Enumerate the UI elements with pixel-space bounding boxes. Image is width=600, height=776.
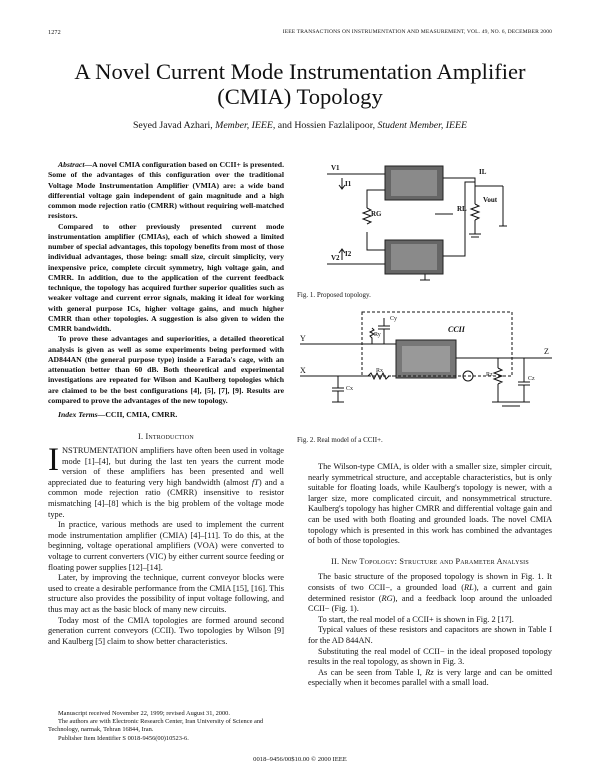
right-p4: Typical values of these resistors and capacitors are shown in Table I for the AD 844AN.: [308, 625, 552, 645]
title-line-1: A Novel Current Mode Instrumentation Amplifier: [74, 59, 526, 84]
index-terms-label: Index Terms—: [58, 410, 106, 419]
fig2-label-z: Z: [544, 347, 549, 356]
right-p2-symbol-1: RL: [464, 582, 474, 592]
fig1-label-il: IL: [479, 168, 487, 176]
abstract-p3: To prove these advantages and superiorities, a detailed theoretical analysis is given as well as some experiments being performed with AD844AN (the general purpose type) inside a Farada's cage, with an attenuation better than 60 dB. Both theoretical and experimental investigations are repeated for Wilson and Kaulberg topologies which are claimed to be the best configurations [4], [5], [7], [9]. Results are compared to prove the advantages of the new topology.: [48, 334, 284, 405]
intro-p1-symbol: fT: [251, 477, 259, 487]
dropcap: I: [48, 442, 59, 478]
right-p6b: is very large and can be omitted especially when it becomes parallel with a small load.: [308, 667, 553, 688]
section-2-title: II. New Topology: Structure and Parameter Analysis: [331, 556, 529, 566]
figure-1: [325, 156, 525, 284]
fig2-label-ry: Ry: [374, 332, 381, 338]
intro-p2: In practice, various methods are used to implement the current mode instrumentation amplifier (CMIA) [4]–[11]. To do this, at the beginning, voltage operational amplifiers (VOA) were converted to voltage to current converters (VIC) by either current source feeding or floating power supplies [12]–[14].: [48, 520, 284, 572]
author-line: [0, 120, 600, 131]
index-terms: CCII, CMIA, CMRR.: [105, 410, 178, 419]
right-p2-symbol-2: RG: [381, 593, 393, 603]
abstract: [48, 160, 284, 420]
intro-p4: Today most of the CMIA topologies are formed around second generation current conveyors (CCII). Two topologies by Wilson [9] and Kaulberg [5] claim to show better characteristics.: [48, 615, 284, 646]
fig1-label-vout: Vout: [483, 196, 498, 204]
author-1: Seyed Javad Azhari,: [132, 120, 213, 131]
right-p5: Substituting the real model of CCII− in the ideal proposed topology results in the real topology, as shown in Fig. 3.: [308, 646, 552, 667]
footnote-1: Manuscript received November 22, 1999; revised August 31, 2000.: [58, 710, 230, 717]
fig1-label-rg: RG: [371, 210, 382, 218]
right-p1: The Wilson-type CMIA, is older with a smaller size, simpler circuit, nearly symmetrical structure, and acceptable characteristics, but is only suitable for floating loads, while Kaulberg's topology is newer, with a larger size, more complicated circuit, and nonsymmetrical structure. Kaulberg's topology has higher CMRR and differential voltage gain and can be used with both floating and grounded loads. The novel CMIA topology which is presented in this work has combined the advantages of both of those topologies.: [308, 462, 552, 546]
intro-p1-tail: ) and a common mode rejection ratio (CMRR) insensitive to resistor mismatching [4]–[8] which is the big problem of the voltage mode type.: [48, 477, 284, 519]
fig1-label-i2: I2: [345, 250, 352, 258]
fig2-label-cz: Cz: [528, 376, 535, 382]
author-2-role: Student Member, IEEE: [377, 120, 467, 131]
abstract-p1: A novel CMIA configuration based on CCII+ is presented. Some of the advantages of this configuration over the traditional Voltage Mode Instrumentation Amplifier (VMIA) are: a wide band differential voltage gain independent of gain magnitude and a high common mode rejection ratio (CMRR) without requiring well-matched resistors.: [48, 160, 284, 221]
footnotes: [48, 710, 284, 743]
section-1-title: I. Introduction: [138, 432, 194, 441]
figure-2-diagram: [298, 306, 556, 418]
section-1-body: [48, 442, 284, 647]
author-connector: and Hossien Fazlalipoor,: [277, 120, 376, 131]
fig2-label-rz: Rz: [486, 372, 493, 378]
fig2-label-x: X: [300, 366, 306, 375]
right-p6-symbol: Rz: [425, 667, 434, 677]
right-p2c: , and a feedback loop around the unloaded CCII− (Fig. 1).: [308, 593, 552, 614]
fig1-label-v1: V1: [331, 164, 340, 172]
fig2-label-y: Y: [300, 334, 306, 343]
copyright-footer: 0018–9456/00$10.00 © 2000 IEEE: [253, 756, 347, 763]
fig2-label-rx: Rx: [376, 368, 384, 374]
footnote-3: Publisher Item Identifier S 0018-9456(00)10523-6.: [58, 734, 189, 742]
fig1-label-rl: RL: [457, 205, 467, 213]
right-p6a: As can be seen from Table I,: [318, 667, 422, 677]
fig2-label-cy: Cy: [390, 316, 398, 322]
author-1-role: Member, IEEE,: [215, 120, 276, 131]
right-p2b: , a current and gain determined resistor: [308, 582, 552, 603]
page-number: 1272: [48, 29, 61, 36]
journal-header: IEEE TRANSACTIONS ON INSTRUMENTATION AND MEASUREMENT, VOL. 49, NO. 6, DECEMBER 2000: [282, 29, 552, 35]
footnote-2: The authors are with Electronic Research Center, Iran University of Science and Technology, narmak, Tehran 16844, Iran.: [48, 718, 264, 734]
abstract-p2: Compared to other previously presented current mode instrumentation amplifier (CMIAs), each of which showed a limited number of special advantages, this topology benefits from most of those individual advantages, those being: small size, circuit simplicity, very inexpensive price, complete circuit symmetry, high voltage gain, and CMRR. In addition, due to the application of the current feedback technique, the topology has acquired further superior qualities such as weaker voltage and current error signals, making it ideal for working with general purpose ICs, higher voltage gains, and much higher CMRR than other topologies. A suggestion is also given to widen the CMRR bandwidth.: [48, 221, 284, 333]
figure-1-caption: Fig. 1. Proposed topology.: [297, 291, 371, 299]
fig1-label-i1: I1: [345, 180, 352, 188]
intro-p1-lead: NSTRUMENTATION amplifiers have often been used in voltage mode [1]–[4], but during the last ten years the current mode version of these amplifiers has been presented and well appreciated due to featuring very high bandwidth (almost: [48, 446, 284, 487]
fig2-label-ccii: CCII: [448, 325, 465, 334]
right-p2a: The basic structure of the proposed topology is shown in Fig. 1. It consists of two CCII−, a grounded load: [308, 572, 552, 592]
fig1-label-v2: V2: [331, 254, 340, 262]
abstract-label: Abstract—: [58, 160, 93, 169]
fig2-label-cx: Cx: [346, 386, 354, 392]
right-column-body: The Wilson-type CMIA, is older with a smaller size, simpler circuit, nearly symmetrical structure, and acceptable characteristics, but is only suitable for floating loads, while Kaulberg's topology is newer, with a larger size, more complicated circuit, and nonsymmetrical structure. Kaulberg's topology has higher CMRR and differential voltage gain and can be used with both floating and grounded loads. The novel CMIA topology which is presented in this work has combined the advantages of both of those topologies. II. New Topology: Structure and Parameter Analysis The basic structure of the proposed topology is shown in Fig. 1. It consists of two CCII−, a grounded load (RL), a current and gain determined resistor (RG), and a feedback loop around the unloaded CCII− (Fig. 1). To start, the real model of a CCII+ is shown in Fig. 2 [17]. Typical values of these resistors and capacitors are shown in Table I for the AD 844AN. Substituting the real model of CCII− in the ideal proposed topology results in the real topology, as shown in Fig. 3. As can be seen from Table I, Rz is very large and can be omitted especially when it becomes parallel with a small load.: [308, 462, 553, 688]
figure-2: [298, 306, 556, 418]
title-line-2: (CMIA) Topology: [217, 84, 383, 109]
intro-p3: Later, by improving the technique, current conveyor blocks were used to create a desirable performance from the CMIA [15], [16]. This structure also provides the possibility of input voltage following, and thus may act as the basic block of many new circuits.: [48, 573, 284, 614]
right-p3: To start, the real model of a CCII+ is shown in Fig. 2 [17].: [318, 614, 514, 624]
figure-2-caption: Fig. 2. Real model of a CCII+.: [297, 436, 383, 444]
figure-1-diagram: [325, 156, 525, 284]
paper-title: [0, 59, 600, 109]
